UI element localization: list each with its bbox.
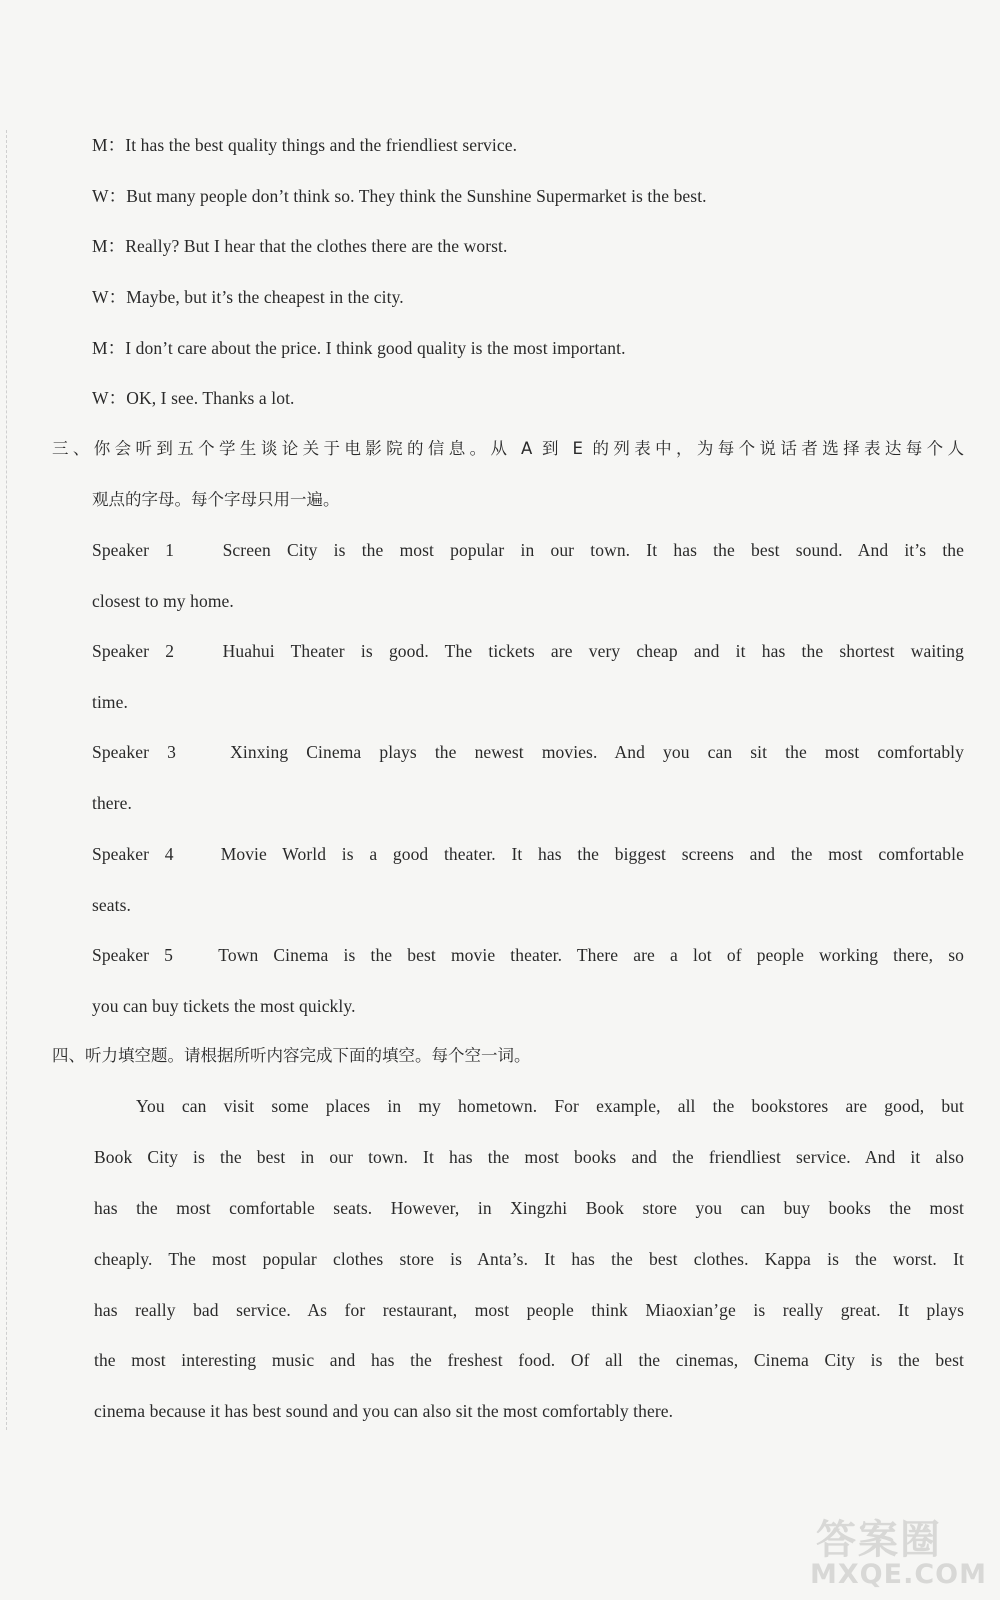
dialogue-line: M：I don’t care about the price. I think good quality is the most important. — [92, 338, 626, 358]
speaker-5-cont: you can buy tickets the most quickly. — [92, 996, 356, 1016]
speaker-4-line: Speaker 4 Movie World is a good theater. It has the biggest screens and the most comfortable — [92, 844, 964, 864]
watermark-domain: MXQE.COM — [810, 1559, 987, 1590]
speaker-4-cont: seats. — [92, 895, 131, 915]
watermark-logo — [808, 1508, 987, 1590]
paragraph-line: cinema because it has best sound and you can also sit the most comfortably there. — [94, 1401, 674, 1421]
paragraph-line: the most interesting music and has the freshest food. Of all the cinemas, Cinema City is the best — [94, 1350, 964, 1370]
watermark-glyphs: 答案圈 — [816, 1517, 942, 1563]
section3-heading-cont: 观点的字母。每个字母只用一遍。 — [92, 490, 340, 509]
paragraph-line: cheaply. The most popular clothes store is Anta’s. It has the best clothes. Kappa is the worst. It — [94, 1249, 964, 1269]
paragraph-line: Book City is the best in our town. It has the most books and the friendliest service. And it also — [94, 1147, 964, 1167]
speaker-3-line: Speaker 3 Xinxing Cinema plays the newest movies. And you can sit the most comfortably — [92, 742, 964, 762]
binding-margin-line — [6, 130, 7, 1430]
dialogue-line: W：OK, I see. Thanks a lot. — [92, 388, 295, 408]
dialogue-line: M：It has the best quality things and the friendliest service. — [92, 135, 518, 155]
speaker-2-cont: time. — [92, 692, 128, 712]
paragraph-line: You can visit some places in my hometown. For example, all the bookstores are good, but — [136, 1096, 964, 1116]
speaker-1-cont: closest to my home. — [92, 591, 234, 611]
dialogue-line: W：Maybe, but it’s the cheapest in the city. — [92, 287, 404, 307]
speaker-3-cont: there. — [92, 793, 132, 813]
speaker-1-line: Speaker 1 Screen City is the most popular in our town. It has the best sound. And it’s the — [92, 540, 964, 560]
section4-heading: 四、听力填空题。请根据所听内容完成下面的填空。每个空一词。 — [52, 1046, 531, 1065]
dialogue-line: M：Really? But I hear that the clothes there are the worst. — [92, 236, 508, 256]
dialogue-line: W：But many people don’t think so. They think the Sunshine Supermarket is the best. — [92, 186, 707, 206]
paragraph-line: has really bad service. As for restaurant, most people think Miaoxian’ge is really great. It plays — [94, 1300, 964, 1320]
speaker-5-line: Speaker 5 Town Cinema is the best movie theater. There are a lot of people working there, so — [92, 945, 964, 965]
speaker-2-line: Speaker 2 Huahui Theater is good. The tickets are very cheap and it has the shortest waiting — [92, 641, 964, 661]
section3-heading: 三、你会听到五个学生谈论关于电影院的信息。从 A 到 E 的列表中，为每个说话者选择表达每个人 — [52, 439, 964, 458]
paragraph-line: has the most comfortable seats. However, in Xingzhi Book store you can buy books the most — [94, 1198, 964, 1218]
